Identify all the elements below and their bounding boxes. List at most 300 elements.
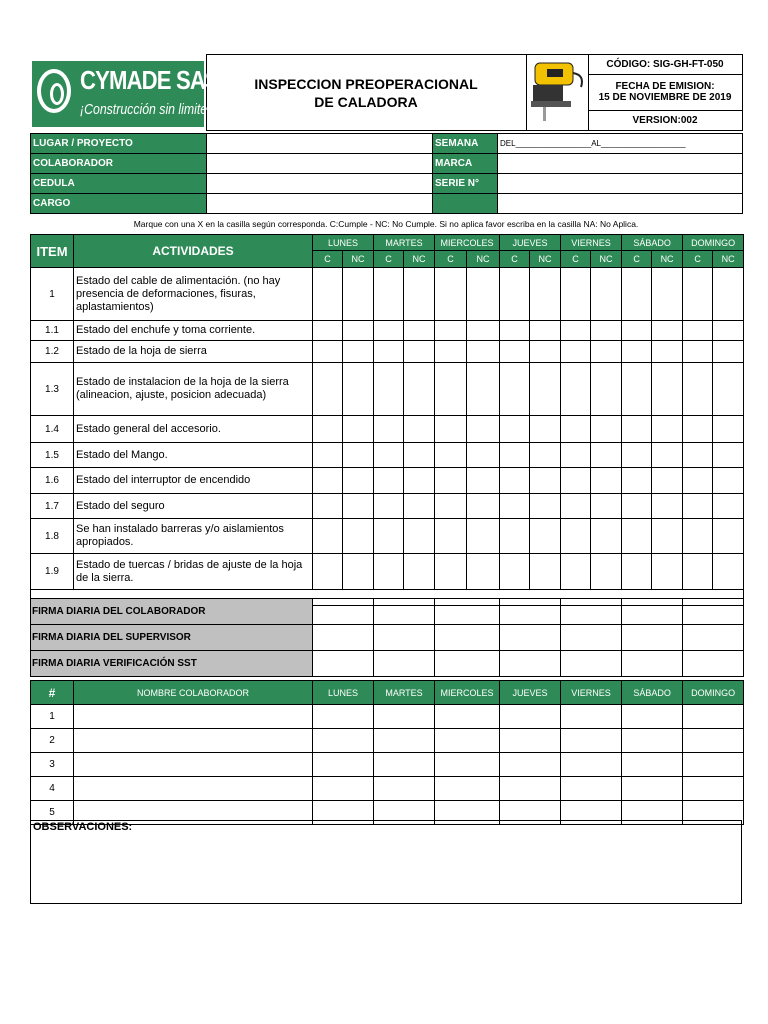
check-cell[interactable]: [652, 468, 683, 494]
signature-cell[interactable]: [683, 599, 744, 625]
collaborator-row: [31, 705, 744, 729]
check-cell[interactable]: [561, 416, 591, 443]
day-signature-cell[interactable]: [561, 705, 622, 729]
header-table: [30, 54, 743, 131]
check-cell[interactable]: [591, 494, 622, 519]
activity-text: Se han instalado barreras y/o aislamientos apropiados.: [74, 519, 313, 554]
name-header: NOMBRE COLABORADOR: [74, 681, 313, 705]
check-cell[interactable]: [591, 519, 622, 554]
day-signature-cell[interactable]: [683, 729, 744, 753]
day-signature-cell[interactable]: [435, 777, 500, 801]
check-cell[interactable]: [530, 363, 561, 416]
semana-label: SEMANA: [433, 134, 498, 154]
check-cell[interactable]: [374, 494, 404, 519]
row-number: 1: [31, 705, 74, 729]
collaborator-name-field[interactable]: [74, 777, 313, 801]
day-header: VIERNES: [561, 235, 622, 251]
signature-row: [31, 599, 744, 625]
check-cell[interactable]: [622, 443, 652, 468]
activity-row: [31, 468, 744, 494]
check-cell[interactable]: [404, 494, 435, 519]
check-cell[interactable]: [530, 519, 561, 554]
check-cell[interactable]: [622, 341, 652, 363]
nc-header: NC: [343, 251, 374, 268]
check-cell[interactable]: [530, 268, 561, 321]
day-header: DOMINGO: [683, 235, 744, 251]
check-cell[interactable]: [652, 443, 683, 468]
check-cell[interactable]: [467, 268, 500, 321]
check-cell[interactable]: [467, 519, 500, 554]
check-cell[interactable]: [713, 321, 744, 341]
check-cell[interactable]: [500, 321, 530, 341]
day-signature-cell[interactable]: [435, 705, 500, 729]
check-cell[interactable]: [500, 363, 530, 416]
check-cell[interactable]: [652, 363, 683, 416]
c-header: C: [435, 251, 467, 268]
signature-cell[interactable]: [374, 651, 435, 677]
day-signature-cell[interactable]: [561, 753, 622, 777]
check-cell[interactable]: [713, 494, 744, 519]
check-cell[interactable]: [713, 519, 744, 554]
check-cell[interactable]: [313, 416, 343, 443]
item-number: 1.5: [31, 443, 74, 468]
activity-text: Estado general del accesorio.: [74, 416, 313, 443]
signature-label: FIRMA DIARIA DEL SUPERVISOR: [31, 625, 313, 651]
check-cell[interactable]: [343, 321, 374, 341]
check-cell[interactable]: [435, 554, 467, 590]
inspection-grid: [30, 234, 744, 606]
c-header: C: [561, 251, 591, 268]
day-header: LUNES: [313, 681, 374, 705]
instructions-note: Marque con una X en la casilla según corresponda. C:Cumple - NC: No Cumple. Si no aplica favor escriba en la casilla NA: No Aplica.: [133, 219, 639, 229]
check-cell[interactable]: [622, 363, 652, 416]
signature-cell[interactable]: [374, 625, 435, 651]
day-header: MARTES: [374, 681, 435, 705]
check-cell[interactable]: [652, 341, 683, 363]
check-cell[interactable]: [713, 468, 744, 494]
check-cell[interactable]: [313, 554, 343, 590]
check-cell[interactable]: [683, 268, 713, 321]
check-cell[interactable]: [652, 494, 683, 519]
check-cell[interactable]: [530, 443, 561, 468]
check-cell[interactable]: [404, 519, 435, 554]
nc-header: NC: [591, 251, 622, 268]
check-cell[interactable]: [374, 443, 404, 468]
check-cell[interactable]: [683, 519, 713, 554]
day-signature-cell[interactable]: [313, 705, 374, 729]
row-number: 4: [31, 777, 74, 801]
check-cell[interactable]: [713, 268, 744, 321]
check-cell[interactable]: [343, 494, 374, 519]
observations-box[interactable]: [30, 820, 742, 904]
check-cell[interactable]: [530, 321, 561, 341]
check-cell[interactable]: [374, 341, 404, 363]
item-number: 1.9: [31, 554, 74, 590]
signature-cell[interactable]: [622, 599, 683, 625]
check-cell[interactable]: [561, 468, 591, 494]
check-cell[interactable]: [500, 443, 530, 468]
day-signature-cell[interactable]: [313, 777, 374, 801]
check-cell[interactable]: [374, 321, 404, 341]
check-cell[interactable]: [591, 468, 622, 494]
item-number: 1.3: [31, 363, 74, 416]
signature-row: [31, 625, 744, 651]
check-cell[interactable]: [713, 554, 744, 590]
day-header: LUNES: [313, 235, 374, 251]
check-cell[interactable]: [652, 519, 683, 554]
check-cell[interactable]: [591, 321, 622, 341]
check-cell[interactable]: [622, 494, 652, 519]
signature-cell[interactable]: [313, 599, 374, 625]
check-cell[interactable]: [435, 268, 467, 321]
item-number: 1.2: [31, 341, 74, 363]
observations-label: OBSERVACIONES:: [33, 821, 133, 833]
day-signature-cell[interactable]: [561, 729, 622, 753]
cargo-field[interactable]: [207, 194, 433, 214]
nc-header: NC: [652, 251, 683, 268]
check-cell[interactable]: [435, 416, 467, 443]
check-cell[interactable]: [500, 268, 530, 321]
day-header: SÁBADO: [622, 235, 683, 251]
logo-ring-icon: [37, 69, 71, 113]
signature-cell[interactable]: [313, 625, 374, 651]
check-cell[interactable]: [530, 468, 561, 494]
check-cell[interactable]: [530, 554, 561, 590]
check-cell[interactable]: [313, 363, 343, 416]
day-header: DOMINGO: [683, 681, 744, 705]
check-cell[interactable]: [652, 416, 683, 443]
day-signature-cell[interactable]: [500, 777, 561, 801]
signature-cell[interactable]: [500, 625, 561, 651]
check-cell[interactable]: [435, 494, 467, 519]
check-cell[interactable]: [713, 363, 744, 416]
check-cell[interactable]: [467, 494, 500, 519]
check-cell[interactable]: [683, 443, 713, 468]
check-cell[interactable]: [343, 363, 374, 416]
check-cell[interactable]: [435, 443, 467, 468]
check-cell[interactable]: [343, 468, 374, 494]
check-cell[interactable]: [530, 494, 561, 519]
check-cell[interactable]: [313, 468, 343, 494]
check-cell[interactable]: [467, 468, 500, 494]
marca-label: MARCA: [433, 154, 498, 174]
check-cell[interactable]: [404, 268, 435, 321]
signature-label: FIRMA DIARIA VERIFICACIÓN SST: [31, 651, 313, 677]
activity-text: Estado de instalacion de la hoja de la sierra (alineacion, ajuste, posicion adecuada): [74, 363, 313, 416]
signature-label: FIRMA DIARIA DEL COLABORADOR: [31, 599, 313, 625]
check-cell[interactable]: [374, 268, 404, 321]
day-signature-cell[interactable]: [683, 705, 744, 729]
check-cell[interactable]: [313, 443, 343, 468]
check-cell[interactable]: [435, 321, 467, 341]
check-cell[interactable]: [561, 519, 591, 554]
activity-row: [31, 268, 744, 321]
check-cell[interactable]: [435, 363, 467, 416]
activity-row: [31, 519, 744, 554]
company-logo: [32, 61, 219, 127]
day-signature-cell[interactable]: [500, 729, 561, 753]
serie-label: SERIE N°: [433, 174, 498, 194]
nc-header: NC: [467, 251, 500, 268]
signature-cell[interactable]: [435, 651, 500, 677]
day-signature-cell[interactable]: [374, 705, 435, 729]
check-cell[interactable]: [404, 443, 435, 468]
day-signature-cell[interactable]: [561, 777, 622, 801]
day-header: MIERCOLES: [435, 235, 500, 251]
check-cell[interactable]: [683, 341, 713, 363]
colaborador-field[interactable]: [207, 154, 433, 174]
check-cell[interactable]: [374, 363, 404, 416]
check-cell[interactable]: [313, 341, 343, 363]
cedula-field[interactable]: [207, 174, 433, 194]
day-signature-cell[interactable]: [500, 753, 561, 777]
check-cell[interactable]: [467, 363, 500, 416]
marca-field[interactable]: [498, 154, 743, 174]
signature-cell[interactable]: [561, 625, 622, 651]
check-cell[interactable]: [622, 321, 652, 341]
check-cell[interactable]: [622, 468, 652, 494]
check-cell[interactable]: [435, 341, 467, 363]
document-title: INSPECCION PREOPERACIONAL DE CALADORA: [206, 55, 526, 131]
day-signature-cell[interactable]: [435, 729, 500, 753]
check-cell[interactable]: [500, 519, 530, 554]
day-signature-cell[interactable]: [374, 753, 435, 777]
nc-header: NC: [713, 251, 744, 268]
day-header: JUEVES: [500, 681, 561, 705]
day-signature-cell[interactable]: [622, 777, 683, 801]
day-signature-cell[interactable]: [374, 777, 435, 801]
check-cell[interactable]: [591, 363, 622, 416]
lugar-field[interactable]: [207, 134, 433, 154]
signature-cell[interactable]: [435, 625, 500, 651]
jigsaw-icon: [526, 55, 588, 131]
day-signature-cell[interactable]: [622, 753, 683, 777]
day-header: MIERCOLES: [435, 681, 500, 705]
check-cell[interactable]: [500, 468, 530, 494]
item-number: 1.8: [31, 519, 74, 554]
check-cell[interactable]: [500, 554, 530, 590]
c-header: C: [374, 251, 404, 268]
check-cell[interactable]: [683, 416, 713, 443]
signature-cell[interactable]: [683, 651, 744, 677]
check-cell[interactable]: [683, 468, 713, 494]
cargo-label: CARGO: [31, 194, 207, 214]
semana-field[interactable]: DEL_________________AL___________________: [498, 134, 743, 154]
check-cell[interactable]: [561, 443, 591, 468]
c-header: C: [683, 251, 713, 268]
signature-cell[interactable]: [374, 599, 435, 625]
check-cell[interactable]: [683, 363, 713, 416]
signature-cell[interactable]: [622, 625, 683, 651]
cedula-label: CEDULA: [31, 174, 207, 194]
check-cell[interactable]: [374, 519, 404, 554]
activity-text: Estado del interruptor de encendido: [74, 468, 313, 494]
activity-row: [31, 554, 744, 590]
check-cell[interactable]: [313, 268, 343, 321]
day-signature-cell[interactable]: [313, 729, 374, 753]
info-table: [30, 133, 743, 214]
activity-row: [31, 341, 744, 363]
activity-row: [31, 443, 744, 468]
item-number: 1.6: [31, 468, 74, 494]
item-number: 1: [31, 268, 74, 321]
check-cell[interactable]: [591, 443, 622, 468]
colaborador-label: COLABORADOR: [31, 154, 207, 174]
check-cell[interactable]: [652, 321, 683, 341]
c-header: C: [313, 251, 343, 268]
names-table: [30, 680, 744, 825]
check-cell[interactable]: [343, 268, 374, 321]
activity-text: Estado del Mango.: [74, 443, 313, 468]
collaborator-name-field[interactable]: [74, 729, 313, 753]
activity-text: Estado del cable de alimentación. (no hay presencia de deformaciones, fisuras, aplastamientos): [74, 268, 313, 321]
item-header: ITEM: [31, 235, 74, 268]
check-cell[interactable]: [467, 443, 500, 468]
row-number: 5: [31, 801, 74, 825]
check-cell[interactable]: [561, 341, 591, 363]
check-cell[interactable]: [313, 494, 343, 519]
check-cell[interactable]: [500, 341, 530, 363]
company-tagline: ¡Construcción sin limites!: [80, 100, 217, 118]
check-cell[interactable]: [683, 554, 713, 590]
check-cell[interactable]: [500, 494, 530, 519]
check-cell[interactable]: [622, 416, 652, 443]
activity-text: Estado de tuercas / bridas de ajuste de la hoja de la sierra.: [74, 554, 313, 590]
check-cell[interactable]: [591, 268, 622, 321]
check-cell[interactable]: [313, 519, 343, 554]
activity-row: [31, 494, 744, 519]
check-cell[interactable]: [404, 341, 435, 363]
signature-cell[interactable]: [561, 651, 622, 677]
signature-cell[interactable]: [435, 599, 500, 625]
day-header: MARTES: [374, 235, 435, 251]
day-signature-cell[interactable]: [622, 729, 683, 753]
activities-header: ACTIVIDADES: [74, 235, 313, 268]
day-signature-cell[interactable]: [500, 705, 561, 729]
signature-cell[interactable]: [561, 599, 622, 625]
nc-header: NC: [530, 251, 561, 268]
check-cell[interactable]: [591, 341, 622, 363]
collaborator-name-field[interactable]: [74, 705, 313, 729]
day-signature-cell[interactable]: [435, 753, 500, 777]
collaborator-name-field[interactable]: [74, 753, 313, 777]
check-cell[interactable]: [404, 468, 435, 494]
row-number: 3: [31, 753, 74, 777]
logo-cell: [30, 55, 219, 131]
check-cell[interactable]: [343, 341, 374, 363]
check-cell[interactable]: [404, 554, 435, 590]
day-header: SÁBADO: [622, 681, 683, 705]
day-header: VIERNES: [561, 681, 622, 705]
activity-text: Estado de la hoja de sierra: [74, 341, 313, 363]
check-cell[interactable]: [343, 443, 374, 468]
item-number: 1.4: [31, 416, 74, 443]
check-cell[interactable]: [467, 321, 500, 341]
check-cell[interactable]: [530, 341, 561, 363]
day-header: JUEVES: [500, 235, 561, 251]
day-signature-cell[interactable]: [683, 777, 744, 801]
check-cell[interactable]: [343, 554, 374, 590]
row-number: 2: [31, 729, 74, 753]
check-cell[interactable]: [622, 554, 652, 590]
check-cell[interactable]: [591, 554, 622, 590]
activity-row: [31, 363, 744, 416]
check-cell[interactable]: [683, 494, 713, 519]
activity-row: [31, 416, 744, 443]
lugar-label: LUGAR / PROYECTO: [31, 134, 207, 154]
check-cell[interactable]: [374, 416, 404, 443]
signature-cell[interactable]: [500, 599, 561, 625]
activity-text: Estado del enchufe y toma corriente.: [74, 321, 313, 341]
activity-text: Estado del seguro: [74, 494, 313, 519]
check-cell[interactable]: [683, 321, 713, 341]
signature-cell[interactable]: [313, 651, 374, 677]
check-cell[interactable]: [467, 341, 500, 363]
signatures-table: [30, 598, 744, 677]
signature-cell[interactable]: [683, 625, 744, 651]
check-cell[interactable]: [713, 443, 744, 468]
collaborator-row: [31, 753, 744, 777]
activity-row: [31, 321, 744, 341]
check-cell[interactable]: [591, 416, 622, 443]
day-signature-cell[interactable]: [622, 705, 683, 729]
check-cell[interactable]: [561, 268, 591, 321]
check-cell[interactable]: [374, 554, 404, 590]
emission-date: FECHA DE EMISION: 15 DE NOVIEMBRE DE 2019: [588, 74, 742, 110]
check-cell[interactable]: [343, 416, 374, 443]
day-signature-cell[interactable]: [683, 753, 744, 777]
c-header: C: [622, 251, 652, 268]
check-cell[interactable]: [404, 363, 435, 416]
check-cell[interactable]: [561, 363, 591, 416]
check-cell[interactable]: [500, 416, 530, 443]
nc-header: NC: [404, 251, 435, 268]
check-cell[interactable]: [561, 494, 591, 519]
signature-row: [31, 651, 744, 677]
serie-field[interactable]: [498, 174, 743, 194]
check-cell[interactable]: [467, 554, 500, 590]
document-code: CÓDIGO: SIG-GH-FT-050: [588, 55, 742, 75]
collaborator-row: [31, 777, 744, 801]
check-cell[interactable]: [404, 321, 435, 341]
hash-header: #: [31, 681, 74, 705]
day-signature-cell[interactable]: [374, 729, 435, 753]
signature-cell[interactable]: [622, 651, 683, 677]
signature-cell[interactable]: [500, 651, 561, 677]
check-cell[interactable]: [561, 554, 591, 590]
collaborator-row: [31, 729, 744, 753]
c-header: C: [500, 251, 530, 268]
check-cell[interactable]: [622, 519, 652, 554]
item-number: 1.7: [31, 494, 74, 519]
check-cell[interactable]: [652, 554, 683, 590]
check-cell[interactable]: [467, 416, 500, 443]
check-cell[interactable]: [530, 416, 561, 443]
check-cell[interactable]: [404, 416, 435, 443]
day-signature-cell[interactable]: [313, 753, 374, 777]
check-cell[interactable]: [713, 416, 744, 443]
check-cell[interactable]: [313, 321, 343, 341]
check-cell[interactable]: [713, 341, 744, 363]
check-cell[interactable]: [435, 519, 467, 554]
check-cell[interactable]: [561, 321, 591, 341]
check-cell[interactable]: [343, 519, 374, 554]
check-cell[interactable]: [652, 268, 683, 321]
check-cell[interactable]: [374, 468, 404, 494]
check-cell[interactable]: [435, 468, 467, 494]
check-cell[interactable]: [622, 268, 652, 321]
company-name: CYMADE SAS: [80, 64, 219, 95]
